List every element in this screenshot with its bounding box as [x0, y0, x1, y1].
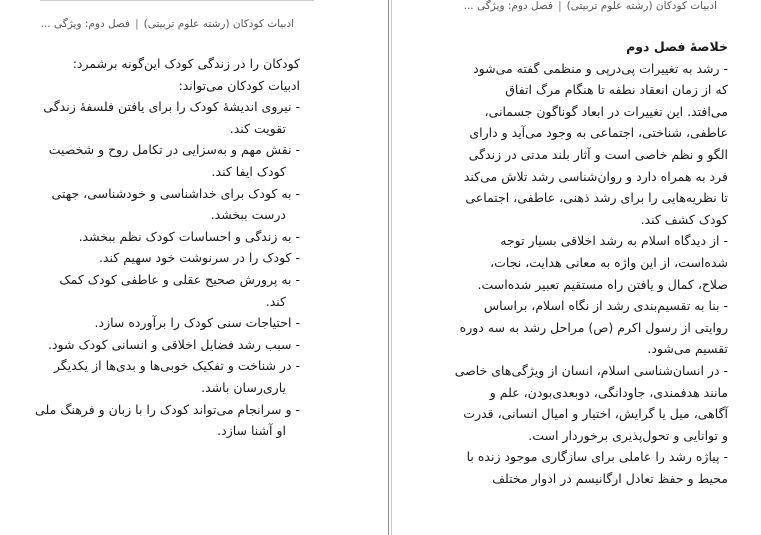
left-running-header [41, 18, 294, 30]
text-line: - از دیدگاه اسلام به رشد اخلاقی بسیار توجه [500, 233, 728, 249]
page-gutter [386, 0, 394, 535]
text-line: کند. [265, 293, 286, 309]
right-header-book-title: ادبیات کودکان (رشته علوم تربیتی) [566, 0, 717, 12]
text-line: تقویت کند. [229, 120, 286, 136]
text-line: - رشد به تغییرات پی‌درپی و منظمی گفته می‌شود [473, 60, 728, 76]
text-line: می‌افتد. این تغییرات در ابعاد گوناگون جسمانی، [484, 103, 728, 119]
text-line: صلاح، کمال و یافتن راه مستقیم تعبیر شده‌است. [477, 276, 728, 292]
left-header-separator: | [135, 18, 139, 30]
left-header-rule [40, 0, 314, 1]
text-line: - در انسان‌شناسی اسلام، انسان از ویژگی‌های خاصی [454, 362, 728, 378]
right-header-separator: | [558, 0, 562, 12]
text-line: روایتی از رسول اکرم (ص) مراحل رشد به سه دوره [459, 319, 728, 335]
left-header-chapter: فصل دوم: ویژگی ... [40, 18, 131, 30]
right-running-header [464, 0, 717, 12]
text-line: - به کودک برای خداشناسی و خودشناسی، جهتی [51, 185, 300, 201]
gutter-line-dark [388, 0, 389, 535]
text-line: - نقش مهم و به‌سزایی در تکامل روح و شخصیت [48, 142, 300, 158]
text-line: - به زندگی و احساسات کودک نظم ببخشد. [78, 228, 300, 244]
text-line: - کودک را در سرنوشت خود سهیم کند. [99, 250, 300, 266]
text-line: فرد به همراه دارد و روان‌شناسی رشد تلاش می‌کند [463, 168, 728, 184]
text-line: شده‌است، از این واژه به معانی هدایت، نجات، [490, 254, 728, 270]
text-line: کودک کشف کند. [640, 211, 728, 227]
right-page [394, 0, 761, 535]
text-line: او آشنا سازد. [217, 423, 286, 439]
text-line: - نیروی اندیشهٔ کودک را برای یافتن فلسفهٔ زندگی [43, 99, 300, 115]
text-line: محیط و حفظ تعادل ارگانیسم در ادوار مختلف [492, 470, 728, 486]
text-line: - احتیاجات سنی کودک را برآورده سازد. [94, 315, 300, 331]
text-line: - و سرانجام می‌تواند کودک را با زبان و فرهنگ ملی [35, 401, 300, 417]
left-header-book-title: ادبیات کودکان (رشته علوم تربیتی) [143, 18, 294, 30]
text-line: درست ببخشد. [210, 207, 286, 223]
text-line: مانند هدفمندی، جاودانگی، دوبعدی‌بودن، علم و [489, 384, 728, 400]
text-line: - به پرورش صحیح عقلی و عاطفی کودک کمک [59, 271, 300, 287]
gutter-line-light [391, 0, 392, 535]
left-body-text [35, 53, 300, 442]
text-line: - بنا به تقسیم‌بندی رشد از نگاه اسلام، براساس [483, 298, 728, 314]
section-title: خلاصهٔ فصل دوم [626, 39, 728, 54]
text-line: کودکان را در زندگی کودک این‌گونه برشمرد: [72, 56, 300, 71]
text-line: تقسیم می‌شود. [647, 341, 728, 357]
text-line: که از زمان انعقاد نطفه تا هنگام مرگ اتفاق [505, 82, 728, 98]
right-body-text [454, 36, 728, 489]
text-line: آگاهی، میل یا گرایش، اختیار و امیال انسانی، قدرت [463, 406, 728, 422]
text-line: - پیاژه رشد را عاملی برای سازگاری موجود زنده با [466, 449, 728, 465]
text-line: - سبب رشد فضایل اخلاقی و انسانی کودک شود. [48, 336, 300, 352]
text-line: - در شناخت و تفکیک خوبی‌ها و بدی‌ها از یکدیگر [53, 358, 300, 374]
right-header-chapter: فصل دوم: ویژگی ... [463, 0, 554, 12]
text-line: تا نظریه‌هایی را برای رشد ذهنی، عاطفی، اجتماعی [465, 190, 728, 206]
text-line: ادبیات کودکان می‌تواند: [178, 77, 300, 93]
text-line: و توانایی و تحول‌پذیری برخوردار است. [528, 427, 728, 443]
text-line: عاطفی، شناختی، اجتماعی به وجود می‌آید و دارای [469, 125, 728, 141]
text-line: الگو و نظم خاصی است و آثار بلند مدتی در زندگی [468, 146, 728, 162]
text-line: کودک ایفا کند. [211, 163, 286, 179]
text-line: یاری‌رسان باشد. [201, 379, 286, 395]
